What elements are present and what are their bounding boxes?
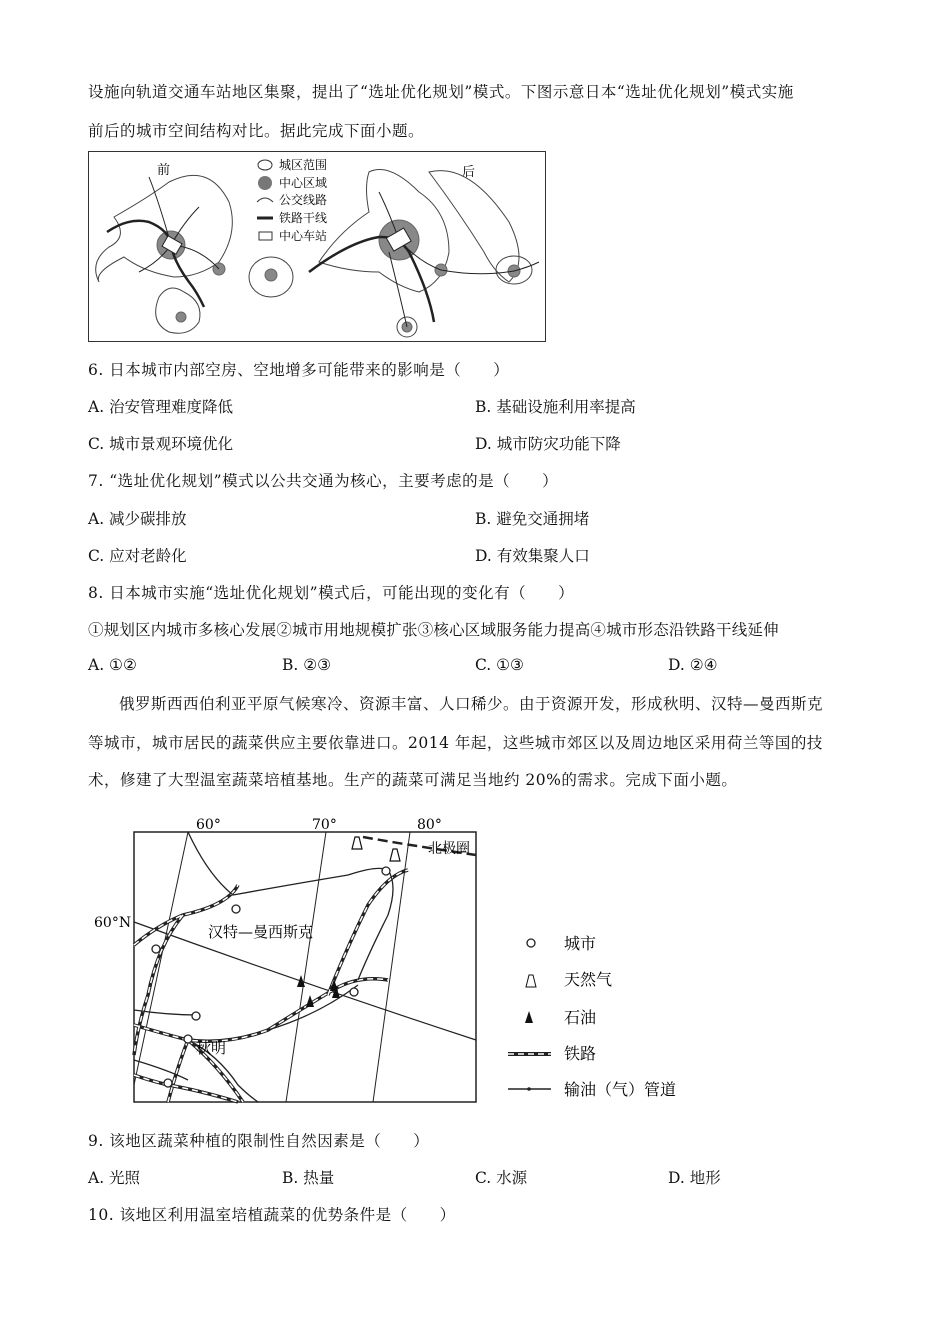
passage2-line-3: 术，修建了大型温室蔬菜培植基地。生产的蔬菜可满足当地约 20%的需求。完成下面小题。 bbox=[88, 771, 738, 789]
city-label-khanty-mansiysk: 汉特—曼西斯克 bbox=[208, 923, 314, 941]
railways bbox=[134, 870, 408, 1102]
oil-legend-icon bbox=[525, 1011, 533, 1023]
svg-text:公交线路: 公交线路 bbox=[279, 193, 328, 207]
arctic-circle-label: 北极圈 bbox=[428, 841, 470, 857]
q7-option-d: D. 有效集聚人口 bbox=[475, 547, 590, 565]
q8-option-c: C. ①③ bbox=[475, 656, 524, 674]
gas-legend-icon bbox=[526, 975, 536, 987]
q9-option-d: D. 地形 bbox=[668, 1169, 721, 1187]
svg-text:铁路干线: 铁路干线 bbox=[279, 211, 328, 225]
map-frame bbox=[134, 832, 476, 1102]
q6-option-b: B. 基础设施利用率提高 bbox=[475, 398, 636, 416]
svg-text:天然气: 天然气 bbox=[564, 970, 613, 989]
svg-text:石油: 石油 bbox=[564, 1008, 597, 1027]
lon-70-label: 70° bbox=[312, 817, 337, 833]
q9-option-b: B. 热量 bbox=[282, 1169, 335, 1187]
q8-option-d: D. ②④ bbox=[668, 656, 718, 674]
svg-text:中心车站: 中心车站 bbox=[279, 229, 328, 243]
city-marker bbox=[232, 905, 240, 913]
gas-fields bbox=[352, 837, 400, 861]
center-area-legend-icon bbox=[258, 176, 272, 190]
q9-option-a: A. 光照 bbox=[88, 1169, 141, 1187]
q9-stem: 9. 该地区蔬菜种植的限制性自然因素是（ ） bbox=[88, 1132, 430, 1150]
q6-option-d: D. 城市防灾功能下降 bbox=[475, 435, 621, 453]
urban-area-legend-icon bbox=[258, 160, 272, 170]
label-after: 后 bbox=[462, 165, 476, 180]
q6-option-c: C. 城市景观环境优化 bbox=[88, 435, 234, 453]
figure1-legend bbox=[257, 158, 327, 243]
q8-option-b: B. ②③ bbox=[282, 656, 332, 674]
after-map bbox=[309, 170, 539, 338]
city-marker bbox=[350, 988, 358, 996]
before-map bbox=[96, 175, 293, 333]
q6-stem: 6. 日本城市内部空房、空地增多可能带来的影响是（ ） bbox=[88, 361, 510, 379]
q8-stem: 8. 日本城市实施“选址优化规划”模式后，可能出现的变化有（ ） bbox=[88, 584, 575, 602]
q10-stem: 10. 该地区利用温室培植蔬菜的优势条件是（ ） bbox=[88, 1206, 456, 1224]
meridians bbox=[134, 832, 410, 1102]
svg-text:中心区域: 中心区域 bbox=[279, 176, 328, 190]
intro-line-2: 前后的城市空间结构对比。据此完成下面小题。 bbox=[88, 122, 425, 140]
q6-option-a: A. 治安管理难度降低 bbox=[88, 398, 234, 416]
svg-text:输油（气）管道: 输油（气）管道 bbox=[564, 1080, 677, 1099]
station-legend-icon bbox=[259, 232, 272, 240]
figure-city-structure bbox=[88, 151, 546, 342]
gas-icon bbox=[390, 849, 400, 861]
q7-option-a: A. 减少碳排放 bbox=[88, 510, 187, 528]
q8-items: ①规划区内城市多核心发展②城市用地规模扩张③核心区域服务能力提高④城市形态沿铁路干线延伸 bbox=[88, 621, 779, 639]
city-marker bbox=[184, 1035, 192, 1043]
figure2-legend bbox=[508, 934, 676, 1099]
city-marker bbox=[164, 1079, 172, 1087]
svg-text:城市: 城市 bbox=[564, 934, 597, 953]
q7-option-c: C. 应对老龄化 bbox=[88, 547, 187, 565]
q7-stem: 7. “选址优化规划”模式以公共交通为核心，主要考虑的是（ ） bbox=[88, 472, 559, 490]
gas-icon bbox=[352, 837, 362, 849]
svg-text:铁路: 铁路 bbox=[564, 1044, 597, 1063]
city-marker bbox=[152, 945, 160, 953]
intro-line-1: 设施向轨道交通车站地区集聚，提出了“选址优化规划”模式。下图示意日本“选址优化规划”模式实施 bbox=[88, 83, 794, 101]
q9-option-c: C. 水源 bbox=[475, 1169, 528, 1187]
q7-option-b: B. 避免交通拥堵 bbox=[475, 510, 590, 528]
label-before: 前 bbox=[157, 163, 171, 178]
lon-80-label: 80° bbox=[417, 817, 442, 833]
city-label-tyumen: 秋明 bbox=[196, 1039, 227, 1057]
city-legend-icon bbox=[527, 939, 535, 947]
city-marker bbox=[382, 867, 390, 875]
city-marker bbox=[192, 1012, 200, 1020]
passage2-line-1: 俄罗斯西西伯利亚平原气候寒冷、资源丰富、人口稀少。由于资源开发，形成秋明、汉特—曼西斯克 bbox=[119, 695, 824, 713]
passage2-line-2: 等城市，城市居民的蔬菜供应主要依靠进口。2014 年起，这些城市郊区以及周边地区采用荷兰等国的技 bbox=[88, 734, 823, 752]
bus-line-legend-icon bbox=[257, 198, 273, 202]
figure-west-siberia-map bbox=[88, 815, 728, 1105]
lat-60-label: 60°N bbox=[94, 915, 132, 931]
lon-60-label: 60° bbox=[196, 817, 221, 833]
q8-option-a: A. ①② bbox=[88, 656, 137, 674]
cities bbox=[152, 867, 390, 1087]
svg-text:城区范围: 城区范围 bbox=[279, 158, 328, 172]
pipelines bbox=[134, 832, 393, 1102]
